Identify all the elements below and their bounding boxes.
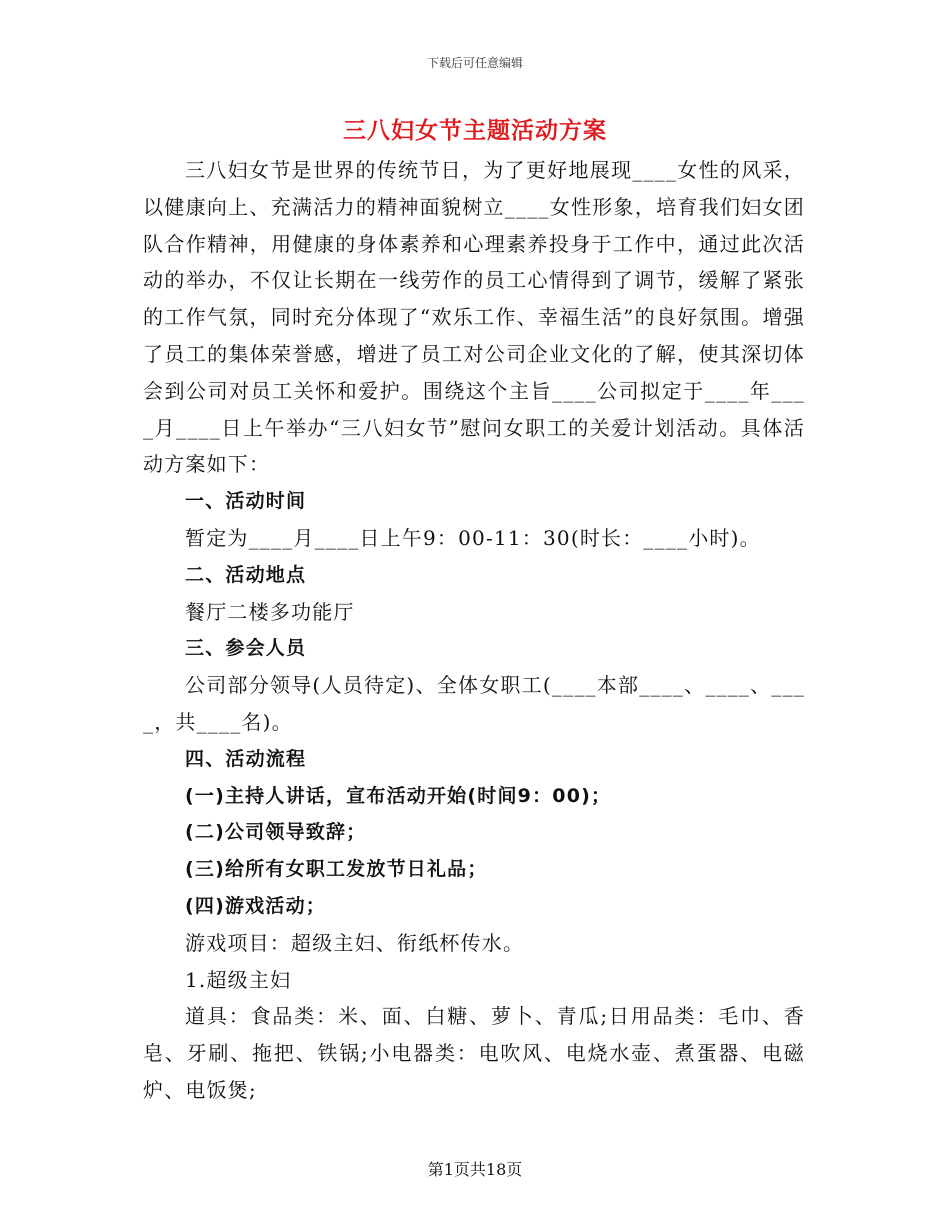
section-heading-attendees: 三、参会人员 [185,637,307,660]
section-text-time: 暂定为____月____日上午9：00-11：30(时长：____小时)。 [185,525,761,550]
document-body [143,152,805,1109]
section-text-location: 餐厅二楼多功能厅 [185,599,355,624]
section-heading-location: 二、活动地点 [185,563,307,586]
header-note: 下载后可任意编辑 [426,56,523,70]
section-heading-process: 四、活动流程 [185,747,307,770]
process-step: (四)游戏活动； [185,894,326,917]
process-step: (二)公司领导致辞； [185,821,367,844]
process-step: (三)给所有女职工发放节日礼品； [185,858,488,881]
section-heading-time: 一、活动时间 [185,490,307,513]
section-text-attendees: 公司部分领导(人员待定)、全体女职工(____本部____、____、____，共____名)。 [143,673,805,734]
document-title: 三八妇女节主题活动方案 [343,117,607,144]
game-list: 游戏项目：超级主妇、衔纸杯传水。 [185,930,525,955]
intro-paragraph: 三八妇女节是世界的传统节日，为了更好地展现____女性的风采，以健康向上、充满活力的精神面貌树立____女性形象，培育我们妇女团队合作精神，用健康的身体素养和心理素养投身于工作中，通过此次活动的举办，不仅让长期在一线劳作的员工心情得到了调节，缓解了紧张的工作气氛，同时充分体现了“欢乐工作、幸福生活”的良好氛围。增强了员工的集体荣誉感，增进了员工对公司企业文化的了解，使其深切体会到公司对员工关怀和爱护。围绕这个主旨____公司拟定于____年____月____日上午举办“三八妇女节”慰问女职工的关爱计划活动。具体活动方案如下： [143,158,805,477]
props-text: 道具：食品类：米、面、白糖、萝卜、青瓜;日用品类：毛巾、香皂、牙刷、拖把、铁锅;小电器类：电吹风、电烧水壶、煮蛋器、电磁炉、电饭煲; [143,1004,805,1102]
page-footer: 第1页共18页 [427,1160,523,1179]
game-title: 1.超级主妇 [185,967,292,992]
process-step: (一)主持人讲话，宣布活动开始(时间9：00)； [185,784,612,807]
